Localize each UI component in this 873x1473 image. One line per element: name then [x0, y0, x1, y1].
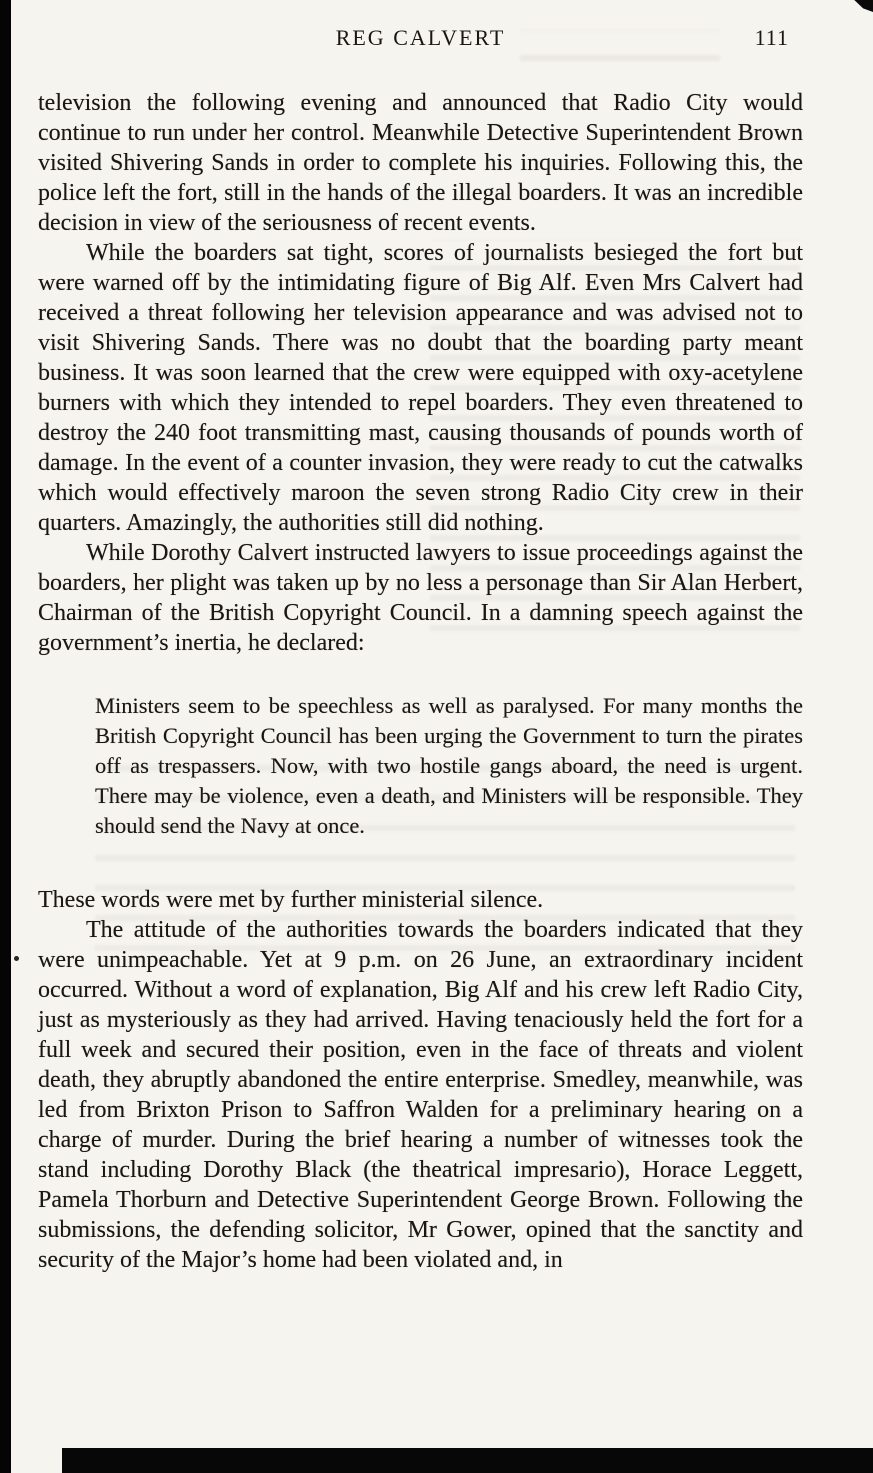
scan-dot-artifact [14, 956, 19, 961]
scan-mark-top-right-artifact [851, 0, 873, 12]
paragraph: While the boarders sat tight, scores of journalists besieged the fort but were warned off by the intimidating figure of Big Alf. Even Mrs Calvert had received a threat following her television appearance and was advised not to visit Shivering Sands. There was no doubt that the boarding party meant business. It was soon learned that the crew were equipped with oxy-acetylene burners with which they intended to repel boarders. They even threatened to destroy the 240 foot transmitting mast, causing thousands of pounds worth of damage. In the event of a counter invasion, they were ready to cut the catwalks which would effectively maroon the seven strong Radio City crew in their quarters. Amazingly, the authorities still did nothing. [38, 240, 803, 536]
running-title: REG CALVERT [335, 25, 506, 50]
page-header [38, 24, 803, 56]
paragraph: television the following evening and announced that Radio City would continue to run under her control. Meanwhile Detective Superintendent Brown visited Shivering Sands in order to complete his inquiries. Following this, the police left the fort, still in the hands of the illegal boarders. It was an incredible decision in view of the seriousness of recent events. [38, 90, 803, 236]
block-quote: Ministers seem to be speechless as well as paralysed. For many months the British Copyright Council has been urging the Government to turn the pirates off as trespassers. Now, with two hostile gangs aboard, the need is urgent. There may be violence, even a death, and Ministers will be responsible. They should send the Navy at once. [95, 693, 803, 838]
paragraph: The attitude of the authorities towards the boarders indicated that they were unimpeachable. Yet at 9 p.m. on 26 June, an extraordinary incident occurred. Without a word of explanation, Big Alf and his crew left Radio City, just as mysteriously as they had arrived. Having tenaciously held the fort for a full week and secured their position, even in the face of threats and violent death, they abruptly abandoned the entire enterprise. Smedley, meanwhile, was led from Brixton Prison to Saffron Walden for a preliminary hearing on a charge of murder. During the brief hearing a number of witnesses took the stand including Dorothy Black (the theatrical impresario), Horace Leggett, Pamela Thorburn and Detective Superintendent George Brown. Following the submissions, the defending solicitor, Mr Gower, opined that the sanctity and security of the Major’s home had been violated and, in [38, 917, 803, 1273]
page-body [38, 88, 803, 1275]
paragraph: These words were met by further ministerial silence. [38, 887, 544, 913]
scan-bar-bottom-artifact [62, 1448, 873, 1473]
paragraph: While Dorothy Calvert instructed lawyers to issue proceedings against the boarders, her plight was taken up by no less a personage than Sir Alan Herbert, Chairman of the British Copyright Council. In a damning speech against the government’s inertia, he declared: [38, 540, 803, 656]
scan-edge-left-artifact [0, 0, 11, 1473]
page-number: 111 [754, 25, 789, 50]
